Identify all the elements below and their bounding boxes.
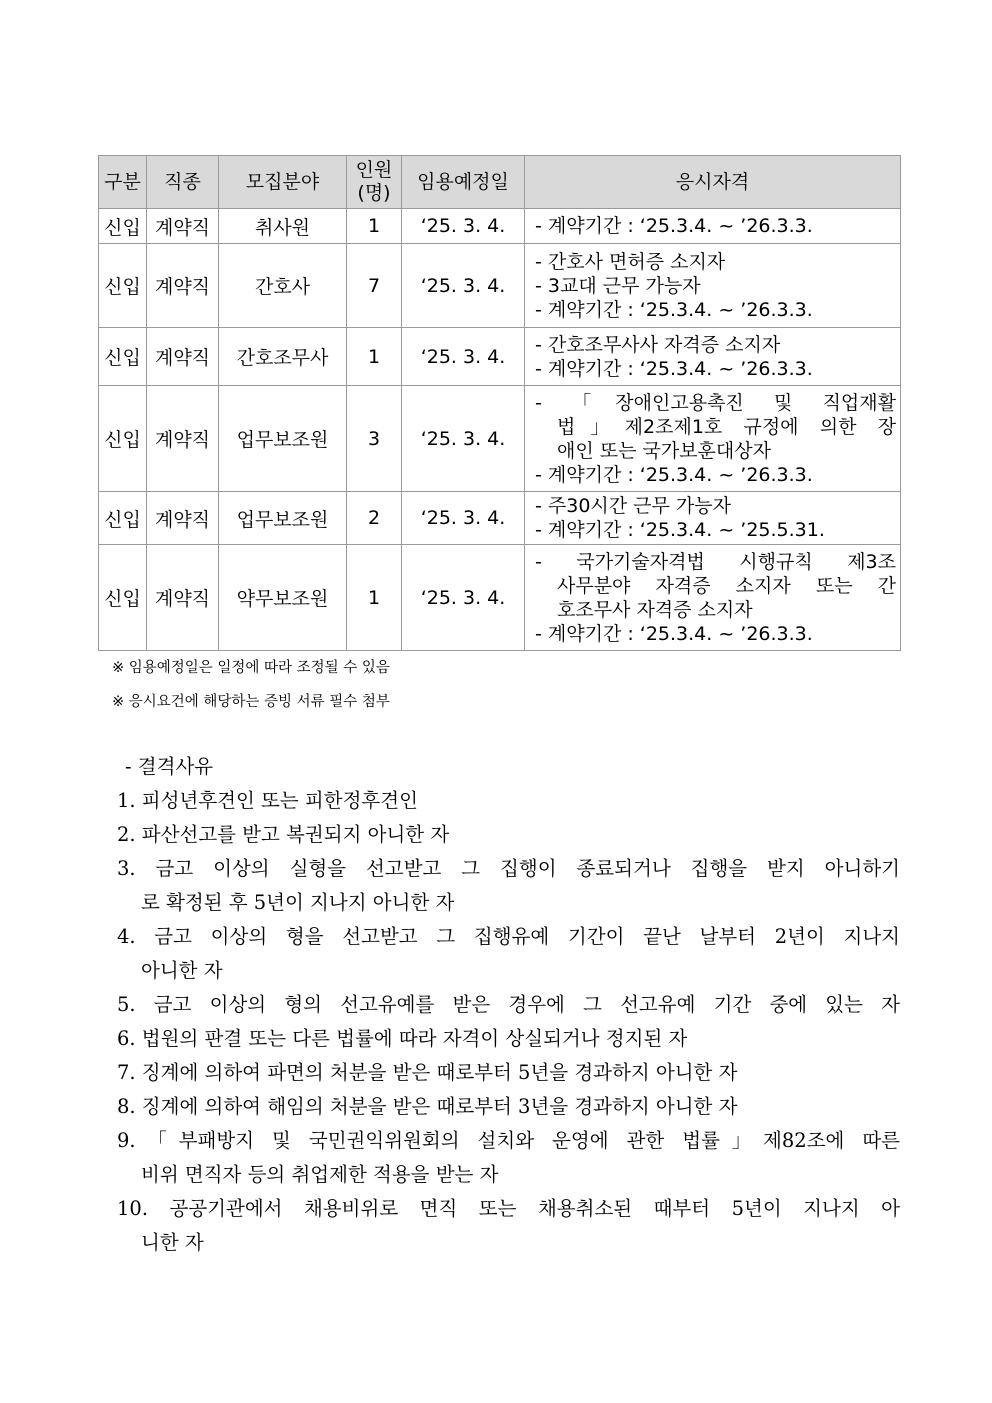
table-row — [99, 386, 901, 492]
header-count — [347, 156, 402, 209]
list-item — [117, 1090, 900, 1124]
cell-field: 약무보조원 — [219, 545, 347, 651]
cell-count: 1 — [347, 328, 402, 386]
list-item — [117, 852, 900, 920]
qualification-line: - 계약기간 : ‘25.3.4. ~ ’26.3.3. — [535, 215, 813, 237]
qualification-line: - 계약기간 : ‘25.3.4. ~ ’26.3.3. — [535, 357, 813, 380]
qualification-line: 법」제2조제1호 규정에 의한 장 — [557, 415, 896, 438]
table-notes — [112, 655, 390, 723]
list-item-line: 1. 피성년후견인 또는 피한정후견인 — [117, 789, 418, 812]
cell-start-date: ‘25. 3. 4. — [402, 545, 525, 651]
cell-count: 2 — [347, 492, 402, 545]
list-item — [117, 1192, 900, 1260]
cell-qualification — [525, 209, 901, 244]
cell-count: 1 — [347, 545, 402, 651]
list-item — [117, 920, 900, 988]
cell-count: 7 — [347, 244, 402, 328]
header-job-type: 직종 — [147, 156, 219, 209]
list-item-line: 3. 금고 이상의 실형을 선고받고 그 집행이 종료되거나 집행을 받지 아니하기 — [117, 857, 900, 880]
table-row — [99, 244, 901, 328]
cell-job-type: 계약직 — [147, 244, 219, 328]
table-row — [99, 328, 901, 386]
cell-count: 3 — [347, 386, 402, 492]
list-item-line: 8. 징계에 의하여 해임의 처분을 받은 때로부터 3년을 경과하지 아니한 자 — [117, 1095, 738, 1118]
list-item-line: 9.「부패방지 및 국민권익위원회의 설치와 운영에 관한 법률」제82조에 따른 — [117, 1129, 900, 1152]
cell-category: 신입 — [99, 209, 147, 244]
disqualification-title: - 결격사유 — [125, 755, 214, 778]
cell-job-type: 계약직 — [147, 209, 219, 244]
cell-start-date: ‘25. 3. 4. — [402, 328, 525, 386]
header-start-date: 임용예정일 — [402, 156, 525, 209]
header-category: 구분 — [99, 156, 147, 209]
cell-job-type: 계약직 — [147, 545, 219, 651]
cell-qualification — [525, 386, 901, 492]
list-item — [117, 784, 900, 818]
note-line: ※ 임용예정일은 일정에 따라 조정될 수 있음 — [112, 660, 390, 676]
cell-category: 신입 — [99, 328, 147, 386]
list-item — [117, 818, 900, 852]
table-row — [99, 492, 901, 545]
header-field: 모집분야 — [219, 156, 347, 209]
qualification-line: - 「장애인고용촉진 및 직업재활 — [535, 391, 896, 414]
cell-qualification — [525, 328, 901, 386]
cell-category: 신입 — [99, 244, 147, 328]
cell-job-type: 계약직 — [147, 386, 219, 492]
qualification-line: - 계약기간 : ‘25.3.4. ~ ’26.3.3. — [535, 298, 813, 321]
qualification-line: - 주30시간 근무 가능자 — [535, 495, 731, 517]
cell-category: 신입 — [99, 492, 147, 545]
list-item-line: 10. 공공기관에서 채용비위로 면직 또는 채용취소된 때부터 5년이 지나지 아 — [117, 1197, 900, 1220]
list-item-line: 7. 징계에 의하여 파면의 처분을 받은 때로부터 5년을 경과하지 아니한 자 — [117, 1061, 738, 1084]
table-header-row — [99, 156, 901, 209]
list-item-line: 6. 법원의 판결 또는 다른 법률에 따라 자격이 상실되거나 정지된 자 — [117, 1027, 688, 1050]
cell-start-date: ‘25. 3. 4. — [402, 209, 525, 244]
qualification-line: 애인 또는 국가보훈대상자 — [557, 439, 771, 462]
cell-job-type: 계약직 — [147, 328, 219, 386]
qualification-line: - 국가기술자격법 시행규칙 제3조 — [535, 550, 896, 573]
qualification-line: - 간호조무사사 자격증 소지자 — [535, 333, 781, 356]
header-qualification: 응시자격 — [525, 156, 901, 209]
cell-field: 간호사 — [219, 244, 347, 328]
cell-qualification — [525, 545, 901, 651]
list-item-line: 비위 면직자 등의 취업제한 적용을 받는 자 — [141, 1163, 499, 1186]
cell-category: 신입 — [99, 386, 147, 492]
qualification-line: 호조무사 자격증 소지자 — [557, 598, 753, 621]
header-count-line2: (명) — [357, 182, 391, 204]
cell-field: 업무보조원 — [219, 492, 347, 545]
list-item-line: 5. 금고 이상의 형의 선고유예를 받은 경우에 그 선고유예 기간 중에 있는 자 — [117, 993, 900, 1016]
disqualification-section — [117, 750, 900, 1260]
list-item-line: 아니한 자 — [141, 959, 223, 982]
list-item — [117, 1022, 900, 1056]
list-item-line: 4. 금고 이상의 형을 선고받고 그 집행유예 기간이 끝난 날부터 2년이 지나지 — [117, 925, 900, 948]
qualification-line: 사무분야 자격증 소지자 또는 간 — [557, 574, 896, 597]
cell-qualification — [525, 492, 901, 545]
table-row — [99, 209, 901, 244]
note-line: ※ 응시요건에 해당하는 증빙 서류 필수 첨부 — [112, 694, 390, 710]
table-row — [99, 545, 901, 651]
qualification-line: - 계약기간 : ‘25.3.4. ~ ’25.5.31. — [535, 519, 825, 541]
header-count-line1: 인원 — [355, 159, 393, 181]
list-item — [117, 1056, 900, 1090]
list-item-line: 2. 파산선고를 받고 복권되지 아니한 자 — [117, 823, 450, 846]
qualification-line: - 계약기간 : ‘25.3.4. ~ ’26.3.3. — [535, 463, 813, 486]
cell-field: 취사원 — [219, 209, 347, 244]
cell-start-date: ‘25. 3. 4. — [402, 244, 525, 328]
qualification-line: - 간호사 면허증 소지자 — [535, 250, 726, 273]
qualification-line: - 계약기간 : ‘25.3.4. ~ ’26.3.3. — [535, 622, 813, 645]
cell-start-date: ‘25. 3. 4. — [402, 492, 525, 545]
cell-qualification — [525, 244, 901, 328]
cell-field: 간호조무사 — [219, 328, 347, 386]
qualification-line: - 3교대 근무 가능자 — [535, 274, 701, 297]
recruitment-table — [98, 155, 901, 651]
list-item-line: 니한 자 — [141, 1231, 204, 1254]
cell-category: 신입 — [99, 545, 147, 651]
cell-count: 1 — [347, 209, 402, 244]
cell-field: 업무보조원 — [219, 386, 347, 492]
cell-job-type: 계약직 — [147, 492, 219, 545]
list-item — [117, 988, 900, 1022]
cell-start-date: ‘25. 3. 4. — [402, 386, 525, 492]
list-item-line: 로 확정된 후 5년이 지나지 아니한 자 — [141, 891, 455, 914]
list-item — [117, 1124, 900, 1192]
